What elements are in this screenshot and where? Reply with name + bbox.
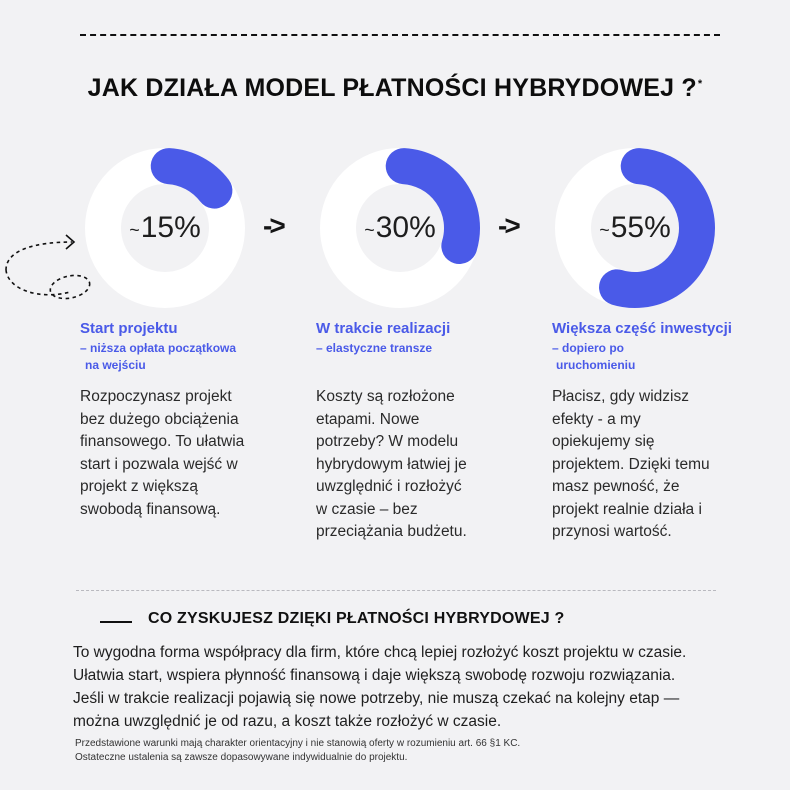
stage-3-subtitle: – dopiero po uruchomieniu: [552, 341, 636, 372]
stage-2-column: [316, 320, 526, 540]
stage-3-column: [552, 320, 762, 540]
stage-1-subtitle: – niższa opłata początkowa na wejściu: [80, 341, 237, 372]
progress-ring-stage-3: [550, 143, 720, 313]
percent-value: 55%: [610, 211, 671, 244]
section-paragraph: To wygodna forma współpracy dla firm, które chcą lepiej rozłożyć koszt projektu w czasie. Ułatwia start, wspiera płynność finansową i daje większą swobodę rozwoju rozwiązania. Jeśli w trakcie realizacji pojawią się nowe potrzeby, nie muszą czekać na kolejny etap — można uwzględnić je od razu, a koszt także rozłożyć w czasie.: [73, 644, 687, 730]
percent-value: 30%: [375, 211, 436, 244]
approx-sign: ~: [599, 219, 610, 240]
footnote: Przedstawione warunki mają charakter orientacyjny i nie stanowią oferty w rozumieniu art. 66 §1 KC. Ostateczne ustalenia są zawsze dopasowywane indywidualnie do projektu.: [75, 738, 521, 763]
stage-3-title: Większa część inwestycji: [552, 320, 732, 337]
stage-1-column: [80, 320, 290, 518]
section-title: CO ZYSKUJESZ DZIĘKI PŁATNOŚCI HYBRYDOWEJ ?: [148, 610, 565, 627]
percent-value: 15%: [140, 211, 201, 244]
stage-2-description: Koszty są rozłożone etapami. Nowe potrzeby? W modelu hybrydowym łatwiej je uwzględnić i rozłożyć w czasie – bez przeciążania budżetu.: [316, 388, 467, 540]
stage-3-description: Płacisz, gdy widzisz efekty - a my opiekujemy się projektem. Dzięki temu masz pewność, że projekt realnie działa i przynosi wartość.: [552, 388, 710, 540]
arrow-stage-2-to-3: ->: [498, 210, 518, 241]
stage-2-title: W trakcie realizacji: [316, 320, 451, 337]
approx-sign: ~: [129, 219, 140, 240]
stage-1-description: Rozpoczynasz projekt bez dużego obciążenia finansowego. To ułatwia start i pozwala wejść w projekt z większą swobodą finansową.: [80, 388, 245, 518]
section-title-dash: [100, 621, 132, 623]
progress-ring-stage-1: [80, 143, 250, 313]
progress-ring-stage-2: [315, 143, 485, 313]
top-dashed-divider: [80, 34, 720, 36]
page-title: JAK DZIAŁA MODEL PŁATNOŚCI HYBRYDOWEJ ?*: [87, 74, 703, 102]
title-footnote-mark: *: [697, 77, 703, 90]
approx-sign: ~: [364, 219, 375, 240]
stage-2-subtitle: – elastyczne transze: [316, 341, 433, 355]
arrow-stage-1-to-2: ->: [263, 210, 283, 241]
stage-1-title: Start projektu: [80, 320, 178, 337]
section-dashed-divider: [76, 590, 716, 591]
